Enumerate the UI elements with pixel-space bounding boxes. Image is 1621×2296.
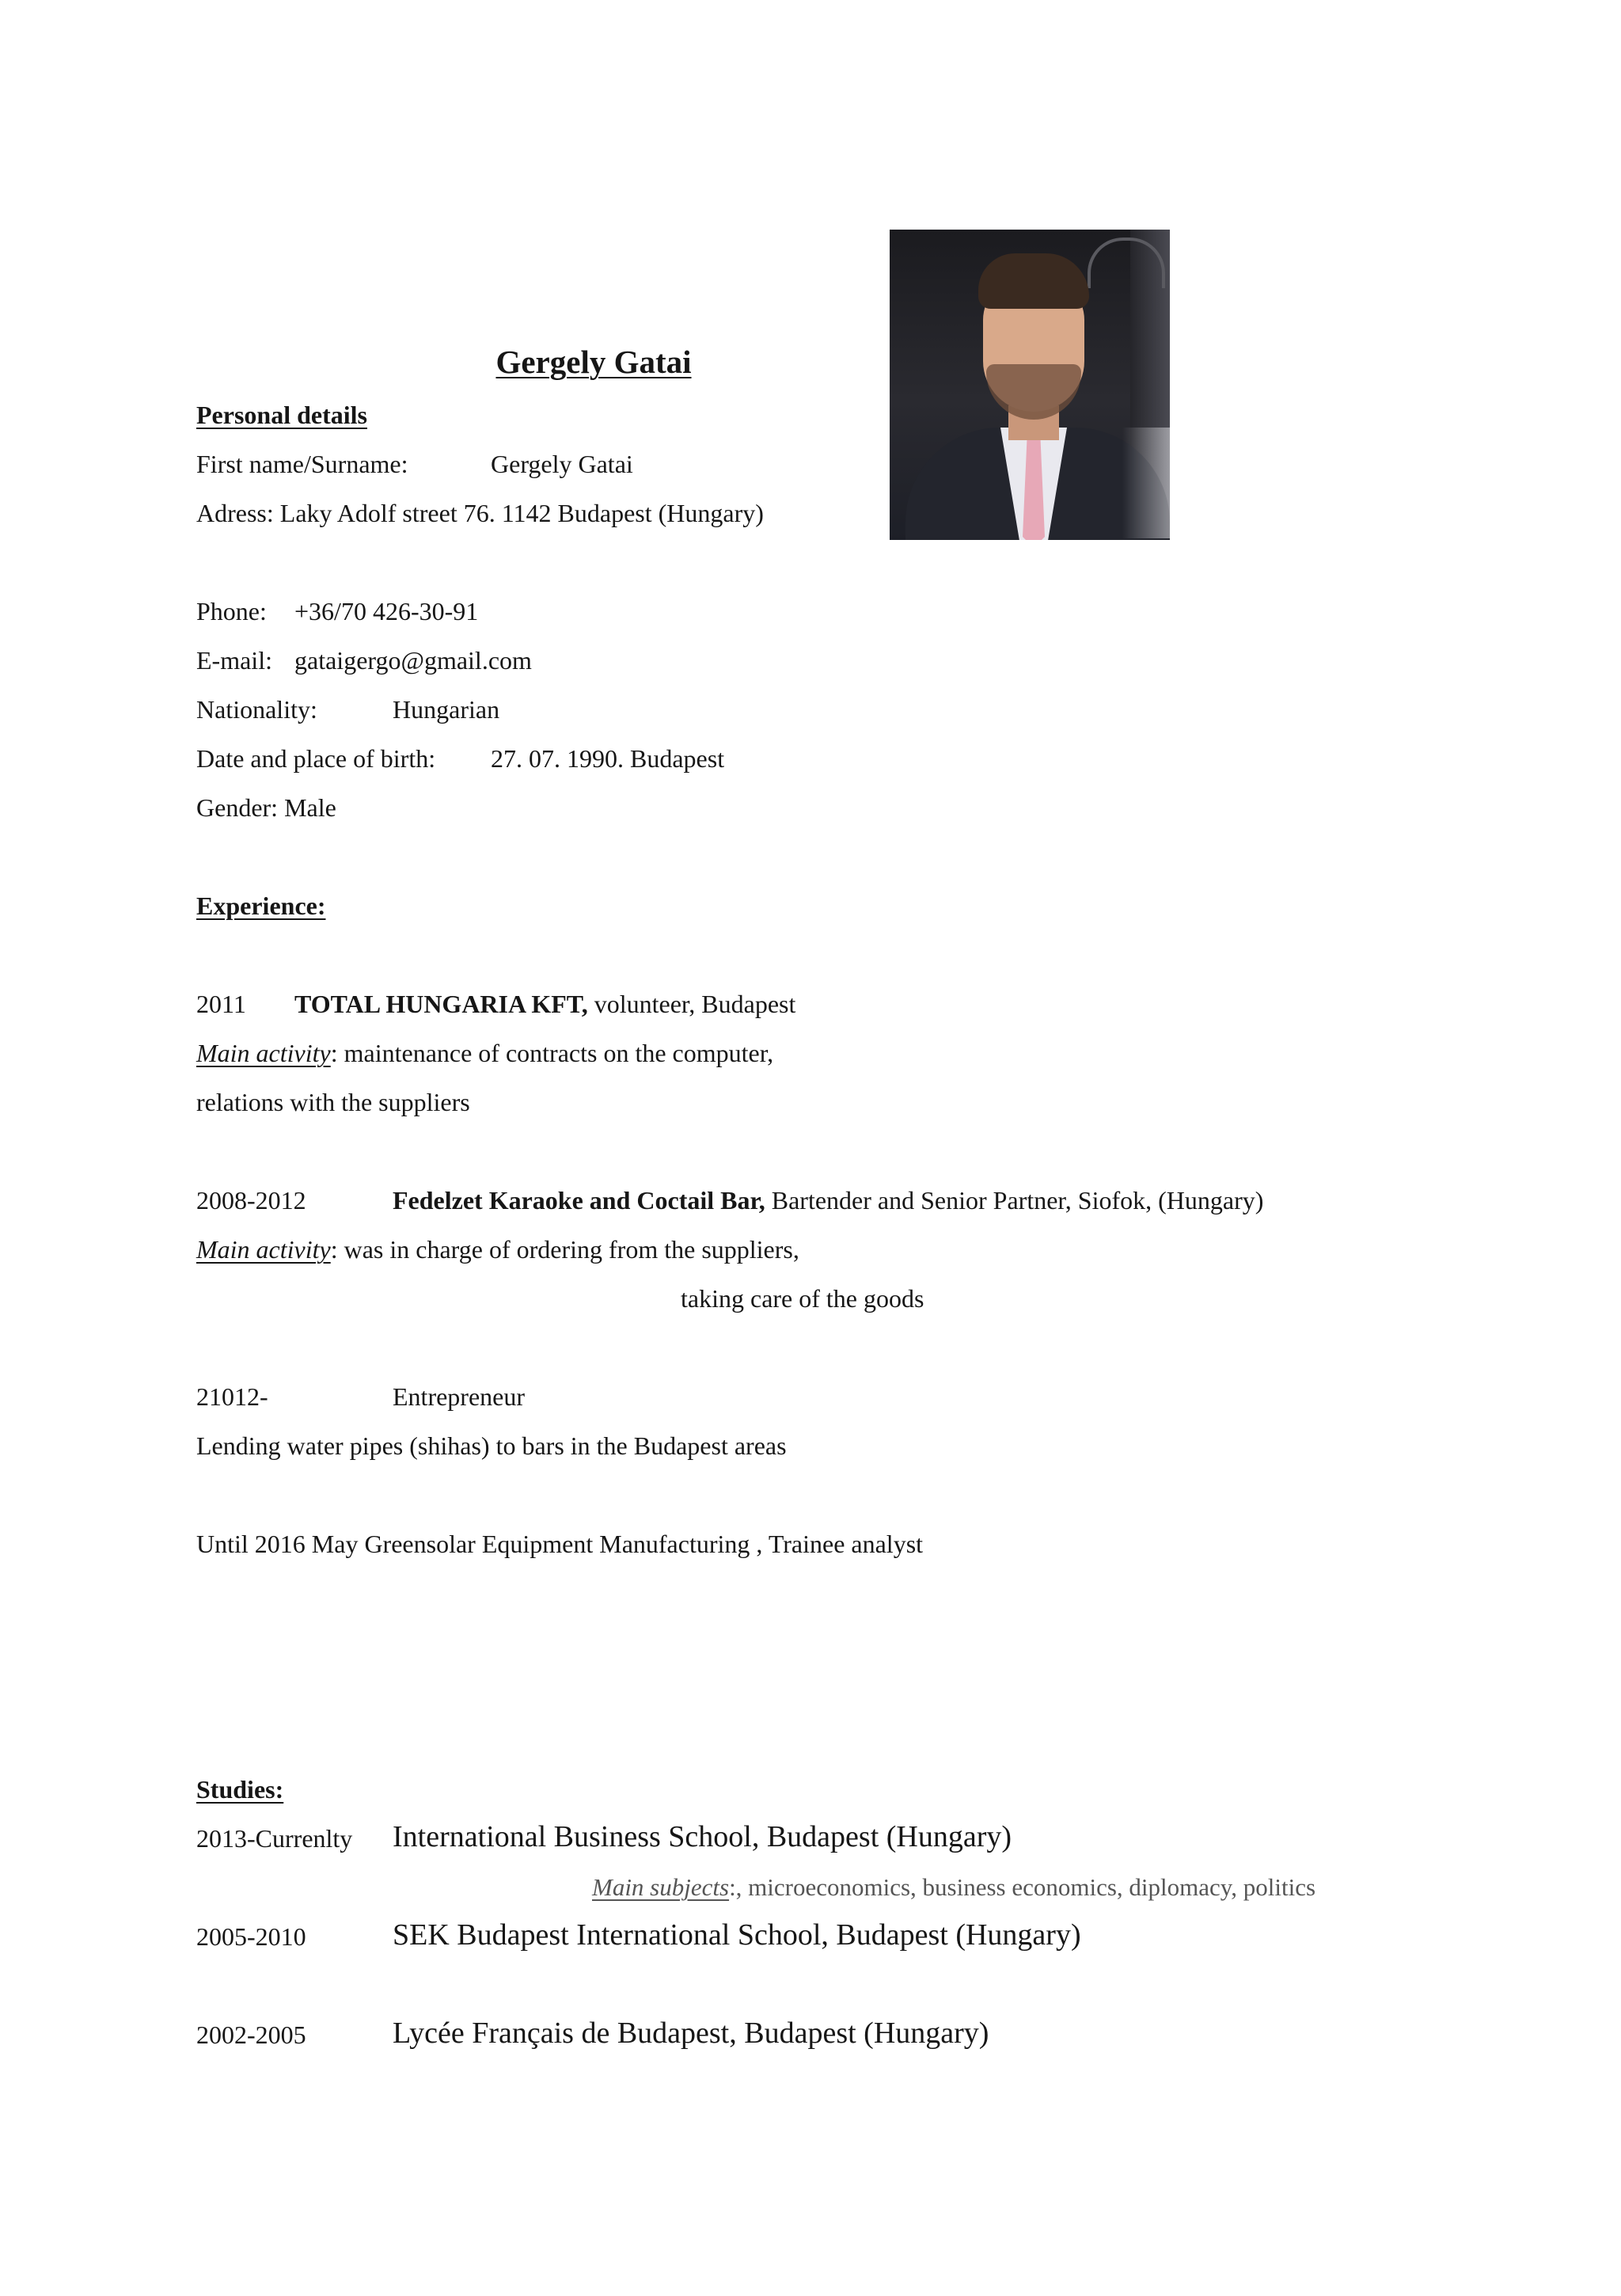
exp1-activity-label: Main activity	[196, 1039, 331, 1067]
phone-value: +36/70 426-30-91	[294, 597, 479, 625]
exp3-year: 21012-	[196, 1382, 268, 1411]
study1-school: International Business School, Budapest (Hungary)	[393, 1820, 1012, 1853]
exp2-activity-text-2: taking care of the goods	[681, 1284, 924, 1313]
study2-year: 2005-2010	[196, 1922, 306, 1951]
birth-label: Date and place of birth:	[196, 744, 436, 773]
cv-name-title: Gergely Gatai	[495, 344, 692, 380]
study1-year: 2013-Currenlty	[196, 1824, 353, 1853]
exp4-line: Until 2016 May Greensolar Equipment Manufacturing , Trainee analyst	[196, 1530, 924, 1558]
gender-line: Gender: Male	[196, 793, 336, 822]
studies-heading: Studies:	[196, 1775, 284, 1804]
exp2-activity-text: : was in charge of ordering from the suppliers,	[330, 1235, 799, 1264]
study1-subjects-label: Main subjects	[592, 1873, 730, 1901]
birth-value: 27. 07. 1990. Budapest	[491, 744, 725, 773]
personal-details-heading: Personal details	[196, 401, 367, 429]
study1-subjects: :, microeconomics, business economics, diplomacy, politics	[729, 1873, 1316, 1901]
study2-school: SEK Budapest International School, Budapest (Hungary)	[393, 1918, 1081, 1952]
exp2-company: Fedelzet Karaoke and Coctail Bar,	[393, 1186, 765, 1215]
exp1-year: 2011	[196, 990, 246, 1018]
exp1-activity-text: : maintenance of contracts on the computer,	[330, 1039, 774, 1067]
exp3-role: Entrepreneur	[393, 1382, 526, 1411]
nationality-value: Hungarian	[393, 695, 500, 724]
first-name-label: First name/Surname:	[196, 450, 408, 478]
first-name-value: Gergely Gatai	[491, 450, 633, 478]
exp3-description: Lending water pipes (shihas) to bars in the Budapest areas	[196, 1431, 787, 1460]
phone-label: Phone:	[196, 597, 267, 625]
email-value: gataigergo@gmail.com	[294, 646, 532, 675]
exp2-details: Bartender and Senior Partner, Siofok, (Hungary)	[771, 1186, 1264, 1215]
portrait-photo	[890, 230, 1170, 540]
exp1-activity-text-2: relations with the suppliers	[196, 1088, 470, 1116]
study3-school: Lycée Français de Budapest, Budapest (Hungary)	[393, 2017, 989, 2050]
exp2-activity-label: Main activity	[196, 1235, 331, 1264]
nationality-label: Nationality:	[196, 695, 317, 724]
experience-heading: Experience:	[196, 891, 326, 920]
study3-year: 2002-2005	[196, 2020, 306, 2049]
exp1-company: TOTAL HUNGARIA KFT,	[294, 990, 588, 1018]
exp2-year: 2008-2012	[196, 1186, 306, 1215]
exp1-details: volunteer, Budapest	[594, 990, 796, 1018]
email-label: E-mail:	[196, 646, 272, 675]
address-line: Adress: Laky Adolf street 76. 1142 Budapest (Hungary)	[196, 499, 764, 527]
